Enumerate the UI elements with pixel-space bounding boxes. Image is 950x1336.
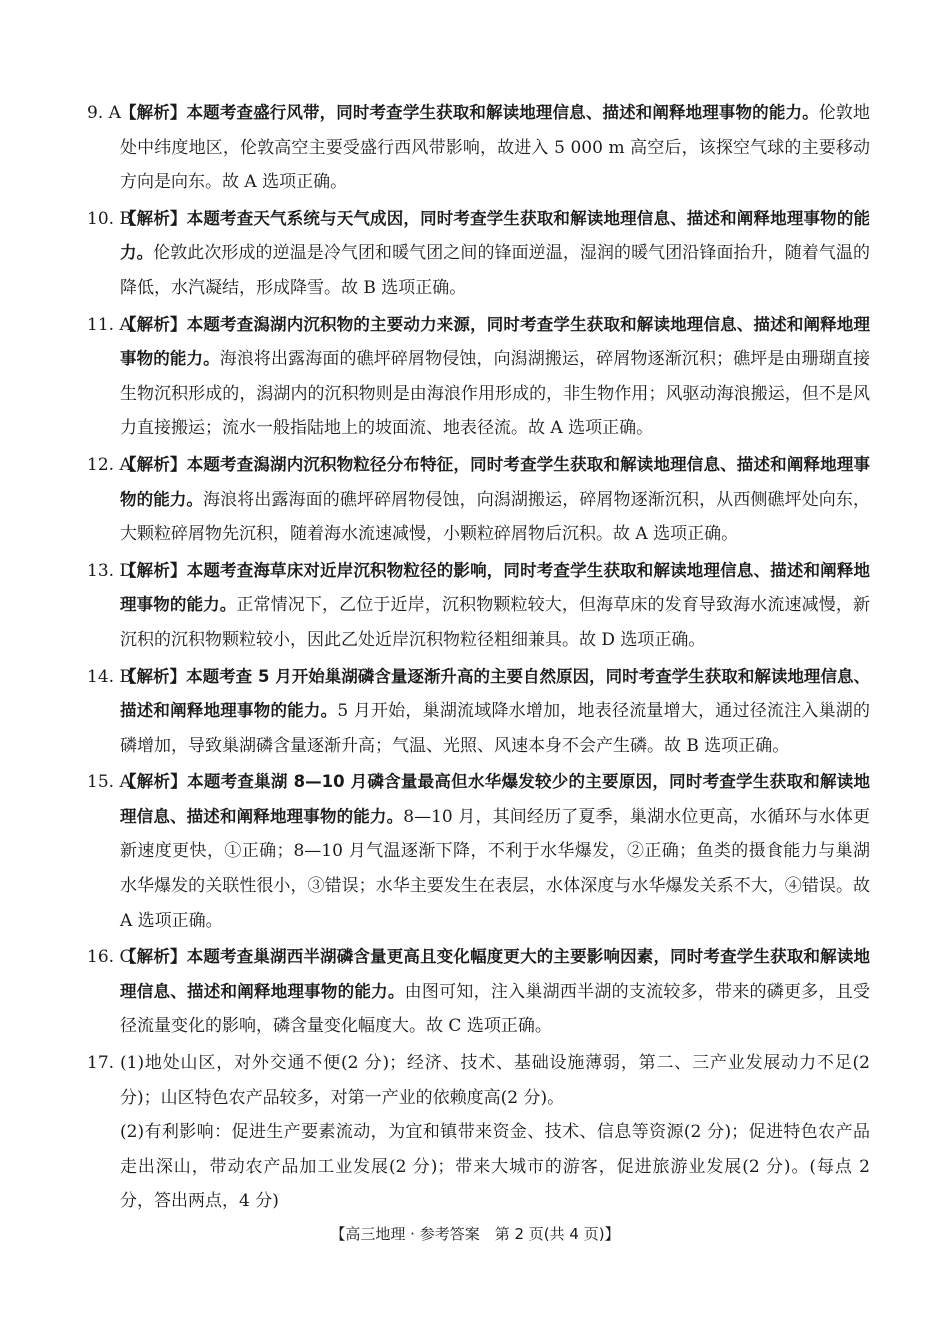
analysis-body: 伦敦此次形成的逆温是冷气团和暖气团之间的锋面逆温，湿润的暖气团沿锋面抬升，随着气温的降低，水汽凝结，形成降雪。故 B 选项正确。	[120, 243, 870, 298]
answer-number: 13. D	[87, 560, 134, 581]
analysis-body: 正常情况下，乙位于近岸，沉积物颗粒较大，但海草床的发育导致海水流速减慢，新沉积的沉积物颗粒较小，因此乙处近岸沉积物粒径粗细兼具。故 D 选项正确。	[120, 595, 871, 650]
answer-number: 15. A	[87, 772, 132, 793]
analysis-summary: 本题考查巢湖西半湖磷含量更高且变化幅度更大的主要影响因素，同时考查学生获取和解读地理信息、描述和阐释地理事物的能力。	[120, 947, 871, 1001]
analysis-body: 5 月开始，巢湖流域降水增加，地表径流量增大，通过径流注入巢湖的磷增加，导致巢湖磷含量逐渐升高；气温、光照、风速本身不会产生磷。故 B 选项正确。	[120, 701, 871, 756]
answer-17-part1: (1)地处山区，对外交通不便(2 分)；经济、技术、基础设施薄弱，第二、三产业发展动力不足(2 分)；山区特色农产品较多，对第一产业的依赖度高(2 分)。	[120, 1053, 870, 1108]
analysis-summary: 本题考查潟湖内沉积物的主要动力来源，同时考查学生获取和解读地理信息、描述和阐释地理事物的能力。	[120, 314, 871, 369]
analysis-summary: 本题考查盛行风带，同时考查学生获取和解读地理信息、描述和阐释地理事物的能力。	[186, 103, 819, 122]
analysis-tag: 【解析】	[120, 314, 187, 334]
analysis-tag: 【解析】	[120, 208, 187, 228]
answer-number: 14. B	[87, 666, 132, 687]
answer-16	[87, 940, 871, 1044]
analysis-tag: 【解析】	[120, 103, 187, 122]
answer-9	[87, 96, 871, 200]
page-footer: 【高三地理 · 参考答案 第 2 页(共 4 页)】	[330, 1225, 620, 1243]
answer-13	[87, 554, 871, 658]
analysis-body: 海浪将出露海面的礁坪碎屑物侵蚀，向潟湖搬运，碎屑物逐渐沉积，从西侧礁坪处向东，大颗粒碎屑物先沉积，随着海水流速减慢，小颗粒碎屑物后沉积。故 A 选项正确。	[120, 489, 871, 545]
answer-17	[87, 1046, 870, 1219]
answer-12	[87, 448, 871, 552]
answer-number: 17.	[87, 1053, 115, 1074]
answer-number: 12. A	[87, 454, 132, 475]
analysis-summary: 本题考查潟湖内沉积物粒径分布特征，同时考查学生获取和解读地理信息、描述和阐释地理事物的能力。	[120, 454, 871, 509]
answer-number: 10. B	[87, 208, 132, 229]
answer-number: 16. C	[87, 947, 133, 968]
analysis-body: 8—10 月，其间经历了夏季，巢湖水位更高，水循环与水体更新速度更快，①正确；8—10 月气温逐渐下降，不利于水华爆发，②正确；鱼类的摄食能力与巢湖水华爆发的关联性很小，③错误；水华主要发生在表层，水体深度与水华爆发关系不大，④错误。故 A 选项正确。	[120, 806, 871, 931]
analysis-summary: 本题考查天气系统与天气成因，同时考查学生获取和解读地理信息、描述和阐释地理事物的能力。	[120, 208, 871, 263]
answer-list	[87, 96, 871, 1221]
answer-number: 11. A	[87, 314, 132, 335]
answer-14	[87, 660, 871, 764]
answer-11	[87, 308, 871, 446]
answer-15	[87, 765, 871, 938]
analysis-tag: 【解析】	[120, 772, 188, 792]
analysis-summary: 本题考查巢湖 8—10 月磷含量最高但水华爆发较少的主要原因，同时考查学生获取和解读地理信息、描述和阐释地理事物的能力。	[120, 772, 871, 826]
answer-10	[87, 202, 871, 306]
analysis-body: 伦敦地处中纬度地区，伦敦高空主要受盛行西风带影响，故进入 5 000 m 高空后，该探空气球的主要移动方向是向东。故 A 选项正确。	[120, 103, 871, 193]
analysis-summary: 本题考查 5 月开始巢湖磷含量逐渐升高的主要自然原因，同时考查学生获取和解读地理信息、描述和阐释地理事物的能力。	[120, 666, 870, 721]
analysis-tag: 【解析】	[120, 947, 187, 967]
analysis-body: 海浪将出露海面的礁坪碎屑物侵蚀，向潟湖搬运，碎屑物逐渐沉积；礁坪是由珊瑚直接生物沉积形成的，潟湖内的沉积物则是由海浪作用形成的，非生物作用；风驱动海浪搬运，但不是风力直接搬运；流水一般指陆地上的坡面流、地表径流。故 A 选项正确。	[120, 349, 871, 439]
analysis-tag: 【解析】	[120, 666, 187, 686]
analysis-tag: 【解析】	[120, 560, 187, 580]
answer-17-part2: (2)有利影响：促进生产要素流动，为宜和镇带来资金、技术、信息等资源(2 分)；促进特色农产品走出深山，带动农产品加工业发展(2 分)；带来大城市的游客，促进旅游业发展(2 分)。(每点 2 分，答出两点，4 分)	[120, 1122, 870, 1212]
analysis-summary: 本题考查海草床对近岸沉积物粒径的影响，同时考查学生获取和解读地理信息、描述和阐释地理事物的能力。	[120, 560, 871, 615]
answer-number: 9. A	[87, 103, 121, 123]
analysis-body: 由图可知，注入巢湖西半湖的支流较多，带来的磷更多，且受径流量变化的影响，磷含量变化幅度大。故 C 选项正确。	[120, 981, 871, 1037]
analysis-tag: 【解析】	[120, 454, 187, 474]
